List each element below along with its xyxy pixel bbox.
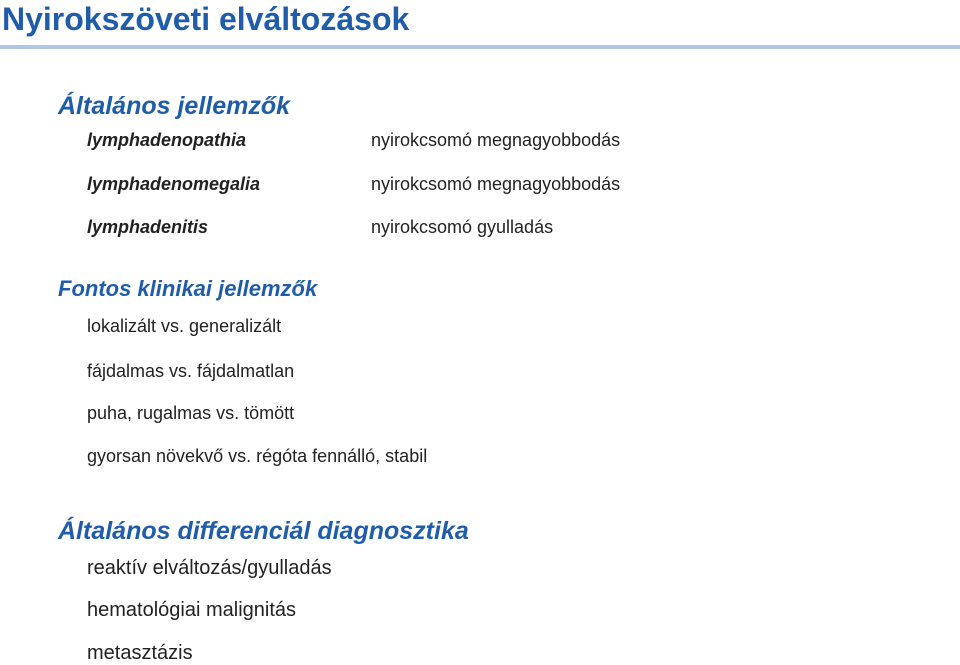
def-lymphadenomegalia: nyirokcsomó megnagyobbodás <box>371 174 621 194</box>
clinical-item: gyorsan növekvő vs. régóta fennálló, stabil <box>87 446 428 466</box>
def-lymphadenopathia: nyirokcsomó megnagyobbodás <box>371 130 621 150</box>
term-lymphadenitis: lymphadenitis <box>87 217 209 237</box>
title-divider <box>0 45 960 49</box>
clinical-heading: Fontos klinikai jellemzők <box>58 276 318 301</box>
general-heading: Általános jellemzők <box>58 92 291 120</box>
term-lymphadenopathia: lymphadenopathia <box>87 130 247 150</box>
differential-item: reaktív elváltozás/gyulladás <box>87 557 332 579</box>
clinical-item: lokalizált vs. generalizált <box>87 316 282 336</box>
def-lymphadenitis: nyirokcsomó gyulladás <box>371 217 554 237</box>
clinical-item: fájdalmas vs. fájdalmatlan <box>87 361 295 381</box>
differential-item: hematológiai malignitás <box>87 599 297 621</box>
clinical-item: puha, rugalmas vs. tömött <box>87 403 295 423</box>
term-lymphadenomegalia: lymphadenomegalia <box>87 174 261 194</box>
page-title: Nyirokszöveti elváltozások <box>2 1 410 37</box>
differential-item: metasztázis <box>87 642 193 664</box>
differential-heading: Általános differenciál diagnosztika <box>58 517 469 545</box>
